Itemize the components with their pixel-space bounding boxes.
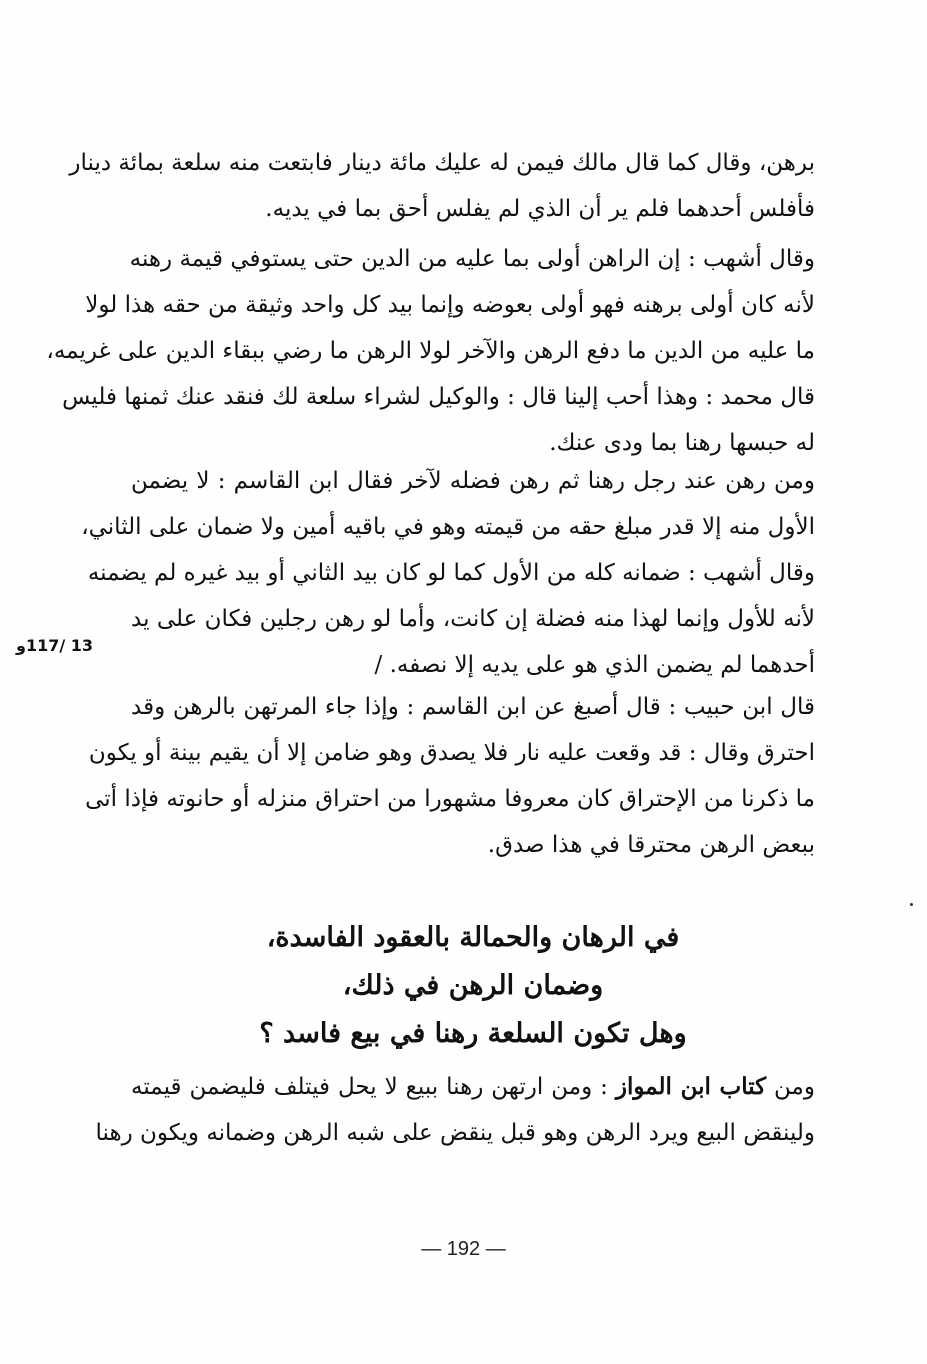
section-heading — [131, 914, 815, 1058]
text-line: ما عليه من الدين ما دفع الرهن والآخر لولا الرهن ما رضي ببقاء الدين على غريمه، — [46, 338, 815, 364]
text-run: ومن — [766, 1074, 815, 1100]
text-line: قال ابن حبيب : قال أصبغ عن ابن القاسم : وإذا جاء المرتهن بالرهن وقد — [131, 694, 815, 720]
text-line — [131, 1064, 815, 1110]
text-line: ببعض الرهن محترقا في هذا صدق. — [487, 832, 815, 858]
text-line: له حبسها رهنا بما ودى عنك. — [549, 430, 815, 456]
heading-line: في الرهان والحمالة بالعقود الفاسدة، — [266, 922, 680, 953]
folio-margin-note: 13 /117و — [16, 636, 94, 655]
text-line: الأول منه إلا قدر مبلغ حقه من قيمته وهو في باقيه أمين ولا ضمان على الثاني، — [81, 514, 815, 540]
text-line: لأنه كان أولى برهنه فهو أولى بعوضه وإنما بيد كل واحد وثيقة من حقه هذا لولا — [85, 292, 815, 318]
paragraph-4 — [85, 684, 815, 868]
text-line: وقال أشهب : إن الراهن أولى بما عليه من الدين حتى يستوفي قيمة رهنه — [129, 246, 815, 272]
paragraph-2 — [46, 236, 815, 466]
heading-line: وهل تكون السلعة رهنا في بيع فاسد ؟ — [259, 1018, 687, 1049]
paragraph-5 — [95, 1064, 815, 1156]
text-line: وقال أشهب : ضمانه كله من الأول كما لو كان بيد الثاني أو بيد غيره لم يضمنه — [87, 560, 815, 586]
text-line: لأنه للأول وإنما لهذا منه فضلة إن كانت، وأما لو رهن رجلين فكان على يد — [131, 606, 815, 632]
text-line: ولينقض البيع ويرد الرهن وهو قبل ينقض على شبه الرهن وضمانه ويكون رهنا — [95, 1120, 815, 1146]
heading-line: وضمان الرهن في ذلك، — [342, 970, 604, 1001]
text-line: برهن، وقال كما قال مالك فيمن له عليك مائة دينار فابتعت منه سلعة بمائة دينار — [69, 150, 815, 176]
text-line: أحدهما لم يضمن الذي هو على يديه إلا نصفه. / — [374, 652, 815, 678]
text-line: احترق وقال : قد وقعت عليه نار فلا يصدق وهو ضامن إلا أن يقيم بينة أو يكون — [88, 740, 815, 766]
book-title: كتاب ابن المواز — [615, 1073, 767, 1100]
stray-mark — [910, 903, 913, 906]
text-line: فأفلس أحدهما فلم ير أن الذي لم يفلس أحق بما في يديه. — [265, 196, 815, 222]
paragraph-3 — [81, 458, 815, 688]
text-line: ومن رهن عند رجل رهنا ثم رهن فضله لآخر فقال ابن القاسم : لا يضمن — [131, 468, 815, 494]
text-line: قال محمد : وهذا أحب إلينا قال : والوكيل لشراء سلعة لك فنقد عنك ثمنها فليس — [62, 384, 815, 410]
text-run: : ومن ارتهن رهنا ببيع لا يحل فيتلف فليضمن قيمته — [131, 1074, 616, 1100]
paragraph-1 — [69, 140, 815, 232]
page-number: — 192 — — [421, 1238, 506, 1260]
text-line: ما ذكرنا من الإحتراق كان معروفا مشهورا من احتراق منزله أو حانوته فإذا أتى — [85, 786, 815, 812]
